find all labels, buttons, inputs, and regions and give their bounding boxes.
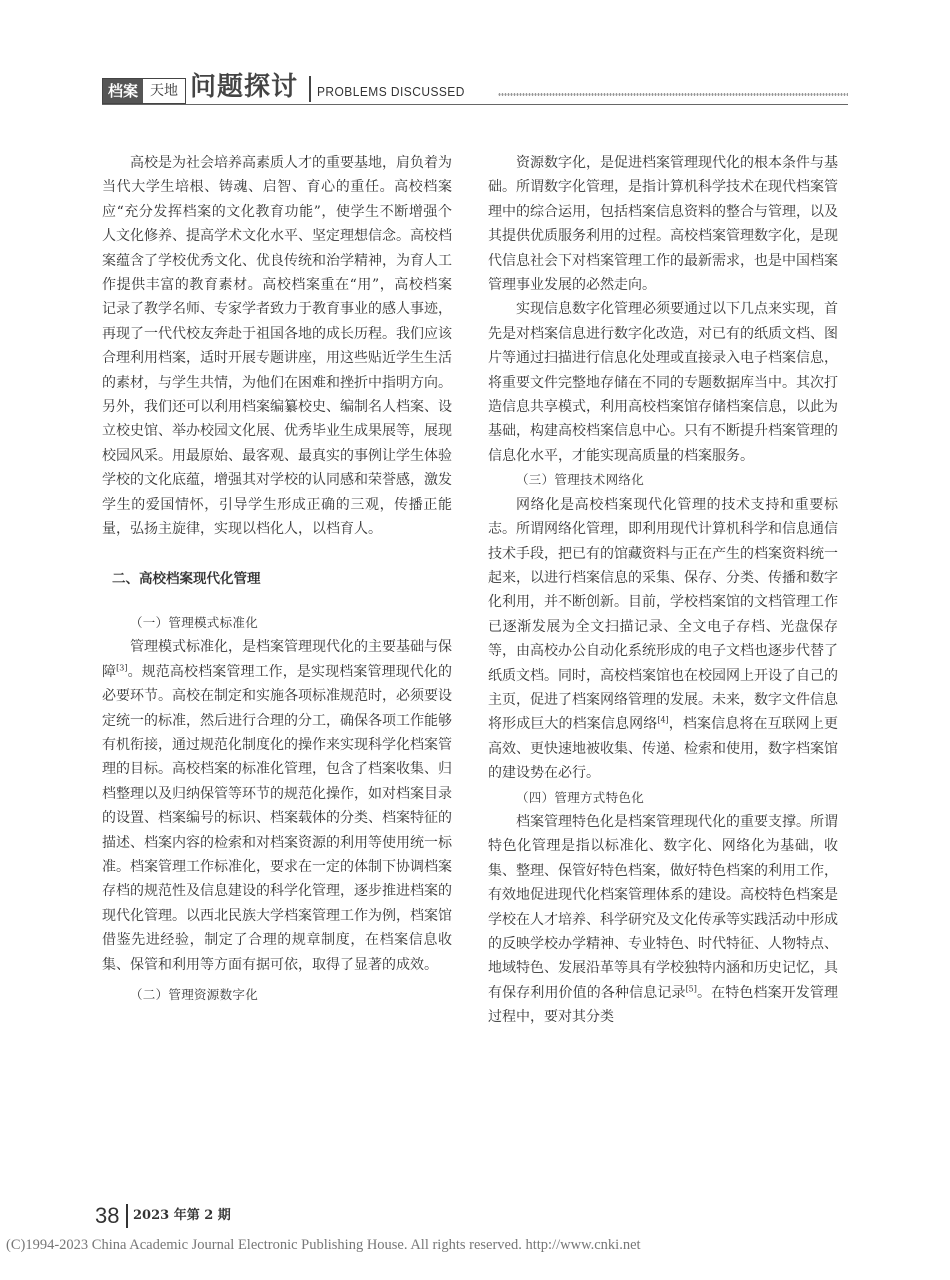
paragraph: 高校是为社会培养高素质人才的重要基地，肩负着为当代大学生培根、铸魂、启智、育心的重任。高校档案应“充分发挥档案的文化教育功能”，使学生不断增强个人文化修养、提高学术文化水平、坚定理想信念。高校档案蕴含了学校优秀文化、优良传统和治学精神，为育人工作提供丰富的教育素材。高校档案重在“用”，高校档案记录了教学名师、专家学者致力于教育事业的感人事迹，再现了一代代校友奔赴于祖国各地的成长历程。我们应该合理利用档案，适时开展专题讲座，用这些贴近学生生活的素材，与学生共情，为他们在困难和挫折中指明方向。另外，我们还可以利用档案编纂校史、编制名人档案、设立校史馆、举办校园文化展、优秀毕业生成果展等，展现校园风采。用最原始、最客观、最真实的事例让学生体验学校的文化底蕴，增强其对学校的认同感和荣誉感，激发学生的爱国情怀，引导学生形成正确的三观，传播正能量，弘扬主旋律，实现以档化人，以档育人。 xyxy=(102,155,452,538)
page-number: 38 xyxy=(95,1203,120,1228)
citation: [3] xyxy=(116,663,128,673)
left-column xyxy=(102,151,452,1007)
citation: [4] xyxy=(657,715,669,725)
subsection-heading: （三）管理技术网络化 xyxy=(516,472,645,488)
paragraph: 档案管理特色化是档案管理现代化的重要支撑。所谓特色化管理是指以标准化、数字化、网络化为基础，收集、整理、保管好特色档案，做好特色档案的利用工作，有效地促进现代化档案管理体系的建设。高校特色档案是学校在人才培养、科学研究及文化传承等实践活动中形成的反映学校办学精神、专业特色、时代特征、人物特点、地域特色、发展沿革等具有学校独特内涵和历史记忆，具有保存利用价值的各种信息记录[5]。在特色档案开发管理过程中，要对其分类 xyxy=(488,813,839,1026)
section-title-en: PROBLEMS DISCUSSED xyxy=(317,84,465,99)
header-rule xyxy=(102,104,848,105)
footer-divider xyxy=(126,1204,128,1228)
subsection-heading: （一）管理模式标准化 xyxy=(130,614,259,630)
citation: [5] xyxy=(685,984,697,994)
paragraph: 管理模式标准化，是档案管理现代化的主要基础与保障[3]。规范高校档案管理工作，是实现档案管理现代化的必要环节。高校在制定和实施各项标准规范时，必须要设定统一的标准，然后进行合理的分工，确保各项工作能够有机衔接，通过规范化制度化的操作来实现科学化档案管理的目标。高校档案的标准化管理，包含了档案收集、归档整理以及归纳保管等环节的规范化操作，如对档案目录的设置、档案编号的标识、档案载体的分类、档案特征的描述、档案内容的检索和对档案资源的利用等使用统一标准。档案管理工作标准化，要求在一定的体制下协调档案存档的规范性及信息建设的科学化管理，逐步推进档案的现代化管理。以西北民族大学档案管理工作为例，档案馆借鉴先进经验，制定了合理的规章制度，在档案信息收集、保管和利用等方面有据可依，取得了显著的成效。 xyxy=(102,639,453,973)
journal-badge xyxy=(102,78,186,104)
section-title: 问题探讨 xyxy=(190,72,299,102)
subsection-heading: （四）管理方式特色化 xyxy=(516,789,645,805)
paragraph: 实现信息数字化管理必须要通过以下几点来实现，首先是对档案信息进行数字化改造，对已有的纸质文档、图片等通过扫描进行信息化处理或直接录入电子档案信息，将重要文件完整地存储在不同的专题数据库当中。其次打造信息共享模式，利用高校档案馆存储档案信息，以此为基础，构建高校档案信息中心。只有不断提升档案管理的信息化水平，才能实现高质量的档案服务。 xyxy=(488,301,838,464)
issue-label: 2023 年第 2 期 xyxy=(133,1208,231,1223)
section-heading: 二、高校档案现代化管理 xyxy=(112,570,261,587)
header-dotted-line xyxy=(498,92,848,97)
subsection-heading: （二）管理资源数字化 xyxy=(130,987,259,1002)
badge-left: 档案 xyxy=(103,79,143,103)
right-column xyxy=(488,151,838,1030)
header-divider xyxy=(309,76,311,102)
paragraph: 资源数字化，是促进档案管理现代化的根本条件与基础。所谓数字化管理，是指计算机科学技术在现代档案管理中的综合运用，包括档案信息资料的整合与管理，以及其提供优质服务利用的过程。高校档案管理数字化，是现代信息社会下对档案管理工作的最新需求，也是中国档案管理事业发展的必然走向。 xyxy=(488,155,838,294)
paragraph: 网络化是高校档案现代化管理的技术支持和重要标志。所谓网络化管理，即利用现代计算机科学和信息通信技术手段，把已有的馆藏资料与正在产生的档案资料统一起来，以进行档案信息的采集、保存、分类、传播和数字化利用，并不断创新。目前，学校档案馆的文档管理工作已逐渐发展为全文扫描记录、全文电子存档、光盘保存等，由高校办公自动化系统形成的电子文档也逐步代替了纸质文档。同时，高校档案馆也在校园网上开设了自己的主页，促进了档案网络管理的发展。未来，数字文件信息将形成巨大的档案信息网络[4]，档案信息将在互联网上更高效、更快速地被收集、传递、检索和使用，数字档案馆的建设势在必行。 xyxy=(488,496,838,782)
copyright-notice: (C)1994-2023 China Academic Journal Electronic Publishing House. All rights reserved. http://www.cnki.net xyxy=(6,1237,641,1253)
badge-right: 天地 xyxy=(150,83,178,99)
